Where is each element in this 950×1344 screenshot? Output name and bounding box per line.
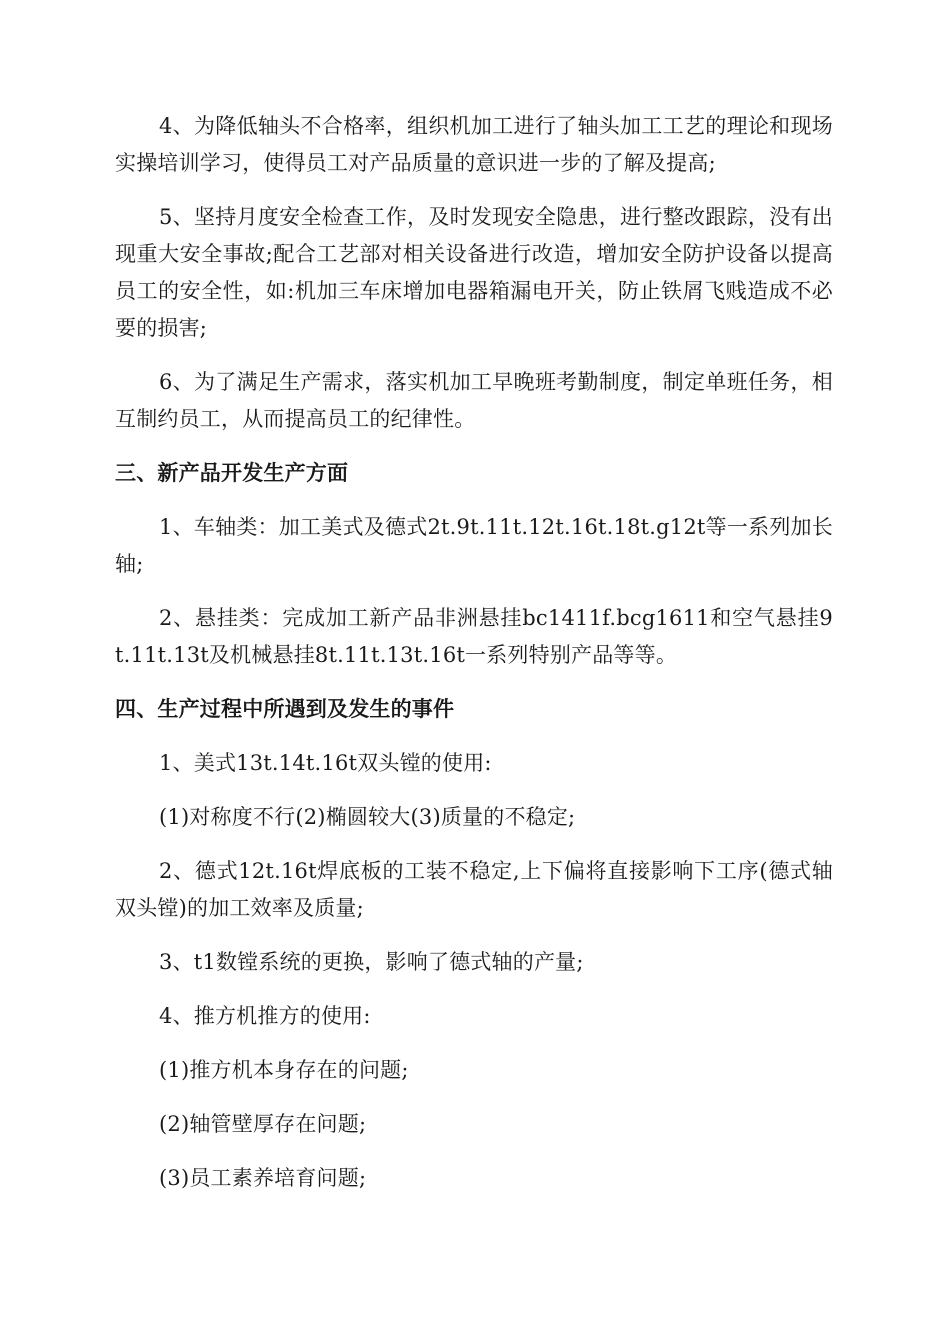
paragraph-4: 4、为降低轴头不合格率，组织机加工进行了轴头加工工艺的理论和现场实操培训学习，使得员工对产品质量的意识进一步的了解及提高; [115,114,833,175]
section-4-item-2: 2、德式12t.16t焊底板的工装不稳定,上下偏将直接影响下工序(德式轴双头镗)的加工效率及质量; [115,859,833,920]
section-4-item-4: 4、推方机推方的使用: [159,1004,371,1028]
section-4-item-1: 1、美式13t.14t.16t双头镗的使用: [159,751,492,775]
section-4-item-4-sub-2: (2)轴管壁厚存在问题; [159,1112,367,1136]
section-4-item-4-sub-3: (3)员工素养培育问题; [159,1166,367,1190]
document-page [115,108,833,1214]
section-3-item-2: 2、悬挂类：完成加工新产品非洲悬挂bc1411f.bcg1611和空气悬挂9t.11t.13t及机械悬挂8t.11t.13t.16t一系列特别产品等等。 [115,606,833,667]
section-4-item-3: 3、t1数镗系统的更换，影响了德式轴的产量; [159,950,584,974]
section-3-heading: 三、新产品开发生产方面 [115,461,349,485]
section-4-item-4-sub-1: (1)推方机本身存在的问题; [159,1058,409,1082]
section-3-item-1: 1、车轴类：加工美式及德式2t.9t.11t.12t.16t.18t.g12t等一系列加长轴; [115,515,833,576]
section-4-heading: 四、生产过程中所遇到及发生的事件 [115,697,455,721]
section-4-item-1-detail: (1)对称度不行(2)椭圆较大(3)质量的不稳定; [159,805,576,829]
paragraph-5: 5、坚持月度安全检查工作，及时发现安全隐患，进行整改跟踪，没有出现重大安全事故;配合工艺部对相关设备进行改造，增加安全防护设备以提高员工的安全性，如:机加三车床增加电器箱漏电开关，防止铁屑飞贱造成不必要的损害; [115,205,833,340]
paragraph-6: 6、为了满足生产需求，落实机加工早晚班考勤制度，制定单班任务，相互制约员工，从而提高员工的纪律性。 [115,370,833,431]
